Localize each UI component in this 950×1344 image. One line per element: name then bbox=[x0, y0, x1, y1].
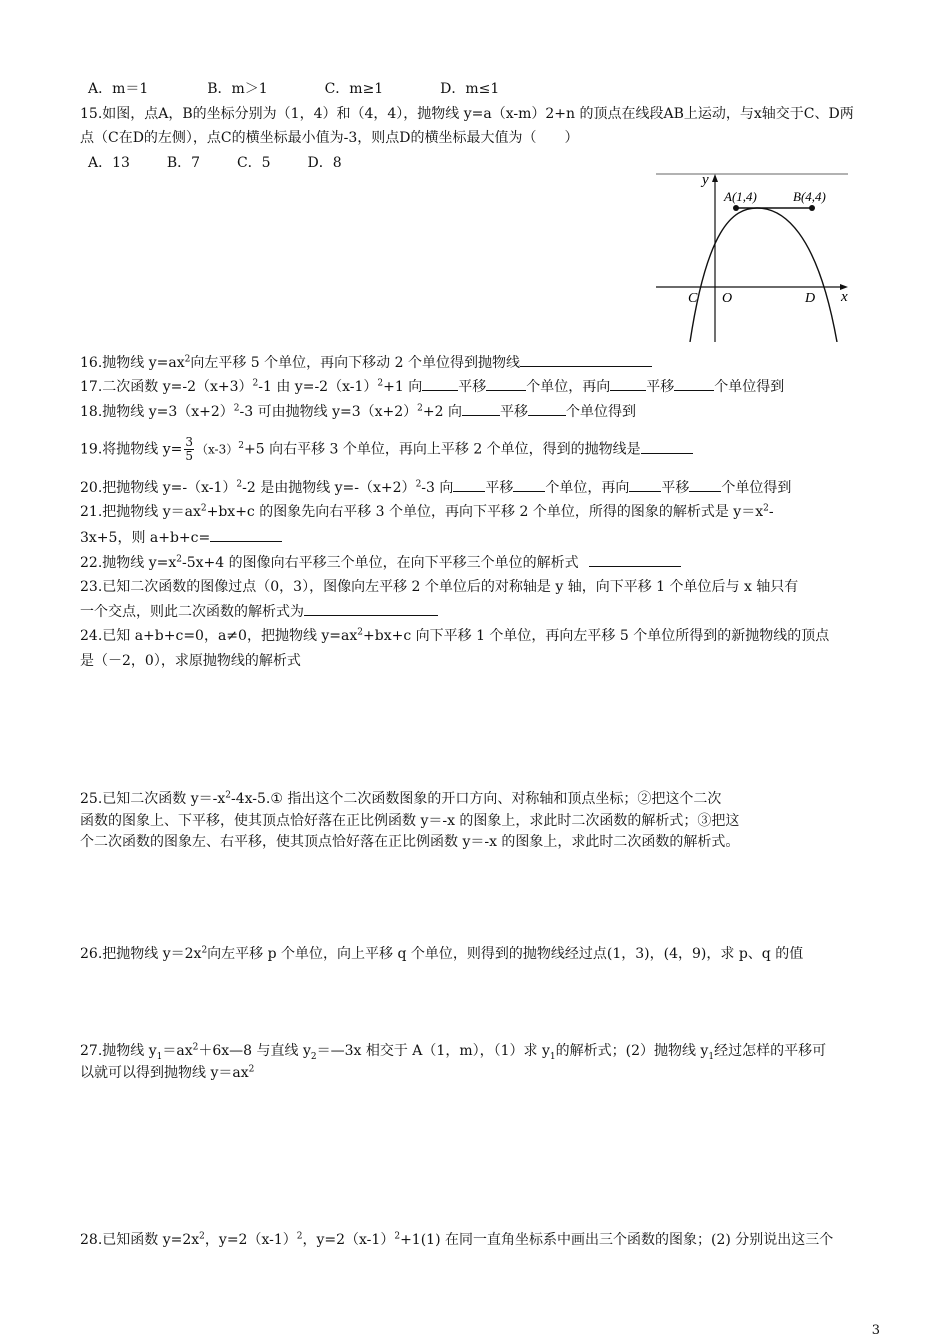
point-c-label: C bbox=[688, 291, 698, 306]
q23-line2: 一个交点，则此二次函数的解析式为 bbox=[80, 601, 438, 622]
q24-line2: 是（－2，0），求原抛物线的解析式 bbox=[80, 653, 301, 669]
q22: 22.抛物线 $y=x^2-5x+4$ 的图像向右平移三个单位，在向下平移三个单位的解析式 bbox=[80, 552, 681, 573]
y-axis-label: y bbox=[702, 172, 709, 188]
q24-line1: 24.已知 a+b+c=0，a≠0，把抛物线 $y=ax^2+bx+c$ 向下平移 1 个单位，再向左平移 5 个单位所得到的新抛物线的顶点 bbox=[80, 627, 830, 644]
q26: 26.把抛物线 $y=2x^2$向左平移 p 个单位，向上平移 q 个单位，则得到的抛物线经过点(1，3)，(4，9)，求 p、q 的值 bbox=[80, 945, 804, 962]
q15-option-d: D．8 bbox=[307, 155, 342, 171]
q16-answer-blank[interactable] bbox=[520, 352, 652, 367]
q18-blank-2[interactable] bbox=[528, 401, 566, 416]
q23-line1: 23.已知二次函数的图像过点（0，3），图像向左平移 2 个单位后的对称轴是 y 轴，向下平移 1 个单位后与 x 轴只有 bbox=[80, 579, 799, 595]
q20-blank-3[interactable] bbox=[629, 477, 661, 492]
point-a-label: A(1,4) bbox=[724, 189, 757, 204]
q25-line1: 25.已知二次函数 $y=-x^2-4x-5.①$ 指出这个二次函数图象的开口方向、对称轴和顶点坐标；②把这个二次 bbox=[80, 790, 722, 807]
page-number: 3 bbox=[871, 1323, 880, 1338]
q16: 16.抛物线 $y=ax^2$向左平移 5 个单位，再向下移动 2 个单位得到抛物线 bbox=[80, 352, 652, 373]
q28: 28.已知函数 $y=2x^2$，$y=2(x-1)^2$，$y=2(x-1)^2+1(1)$ 在同一直角坐标系中画出三个函数的图象；(2) 分别说出这三个 bbox=[80, 1231, 834, 1248]
q15-line1: 15.如图，点A，B的坐标分别为（1，4）和（4，4），抛物线 y=a（x-m）2+n 的顶点在线段AB上运动，与x轴交于C、D两 bbox=[80, 106, 854, 122]
q14-options bbox=[88, 79, 499, 99]
q14-option-c: C．m≥1 bbox=[324, 81, 384, 97]
q21-line2: 3x+5，则 a+b+c= bbox=[80, 527, 282, 548]
q27-line2: 以就可以得到抛物线 $y=ax^2$ bbox=[80, 1064, 255, 1081]
q25-line3: 个二次函数的图象左、右平移，使其顶点恰好落在正比例函数 y＝-x 的图象上，求此时二次函数的解析式。 bbox=[80, 834, 740, 850]
point-b-label: B(4,4) bbox=[793, 189, 826, 204]
q19-fraction: $\frac{3}{5}$ bbox=[185, 435, 193, 463]
q18-blank-1[interactable] bbox=[462, 401, 500, 416]
q14-option-b: B．m＞1 bbox=[207, 81, 268, 97]
q19: 19.将抛物线 y= $\frac{3}{5}$ $(x-3)^2+5$ 向右平移 3 个单位，再向上平移 2 个单位，得到的抛物线是 bbox=[80, 436, 693, 463]
q17-blank-3[interactable] bbox=[610, 376, 646, 391]
q21-answer-blank[interactable] bbox=[210, 527, 282, 542]
parabola-curve bbox=[690, 208, 837, 342]
q15-option-a: A．13 bbox=[88, 155, 130, 171]
q20: 20.把抛物线 $y=-(x-1)^2-2$ 是由抛物线 $y=-(x+2)^2-3$ 向 平移 个单位，再向 平移 个单位得到 bbox=[80, 477, 791, 498]
q15-line2: 点（C在D的左侧），点C的横坐标最小值为-3，则点D的横坐标最大值为（ ） bbox=[80, 130, 579, 146]
q18: 18.抛物线 $y=3(x+2)^2-3$ 可由抛物线 $y=3(x+2)^2+2$ 向 平移 个单位得到 bbox=[80, 401, 636, 422]
origin-label: O bbox=[722, 291, 733, 306]
q23-answer-blank[interactable] bbox=[304, 601, 438, 616]
parabola-figure bbox=[652, 170, 852, 342]
y-axis-arrow bbox=[712, 174, 718, 182]
q27-line1: 27.抛物线 $y_1=ax^2+6x—8$ 与直线 $y_2=—3x$ 相交于 A（1，m），（1）求 $y_1$的解析式；(2）抛物线 $y_1$经过怎样的平移可 bbox=[80, 1042, 827, 1062]
point-d-label: D bbox=[805, 291, 816, 306]
q17-blank-1[interactable] bbox=[422, 376, 458, 391]
q15-options bbox=[88, 153, 342, 173]
q19-answer-blank[interactable] bbox=[641, 439, 693, 454]
q20-blank-1[interactable] bbox=[453, 477, 485, 492]
point-b-dot bbox=[809, 205, 815, 211]
x-axis-label: x bbox=[841, 289, 848, 305]
q14-option-a: A．m＝1 bbox=[88, 81, 149, 97]
point-a-dot bbox=[733, 205, 739, 211]
q21-line1: 21.把抛物线 $y=ax^2+bx+c$ 的图象先向右平移 3 个单位，再向下平移 2 个单位，所得的图象的解析式是 $y=x^2-$ bbox=[80, 503, 774, 520]
q17-blank-4[interactable] bbox=[674, 376, 714, 391]
q17-blank-2[interactable] bbox=[486, 376, 526, 391]
q22-answer-blank[interactable] bbox=[589, 552, 681, 567]
q25-line2: 函数的图象上、下平移，使其顶点恰好落在正比例函数 y＝-x 的图象上，求此时二次函数的解析式；③把这 bbox=[80, 813, 740, 829]
q20-blank-2[interactable] bbox=[513, 477, 545, 492]
q15-option-c: C．5 bbox=[236, 155, 271, 171]
q15-option-b: B．7 bbox=[166, 155, 201, 171]
q17: 17.二次函数 $y=-2(x+3)^2-1$ 由 $y=-2(x-1)^2+1$ 向 平移 个单位，再向 平移 个单位得到 bbox=[80, 376, 784, 397]
q14-option-d: D．m≤1 bbox=[440, 81, 500, 97]
q20-blank-4[interactable] bbox=[689, 477, 721, 492]
